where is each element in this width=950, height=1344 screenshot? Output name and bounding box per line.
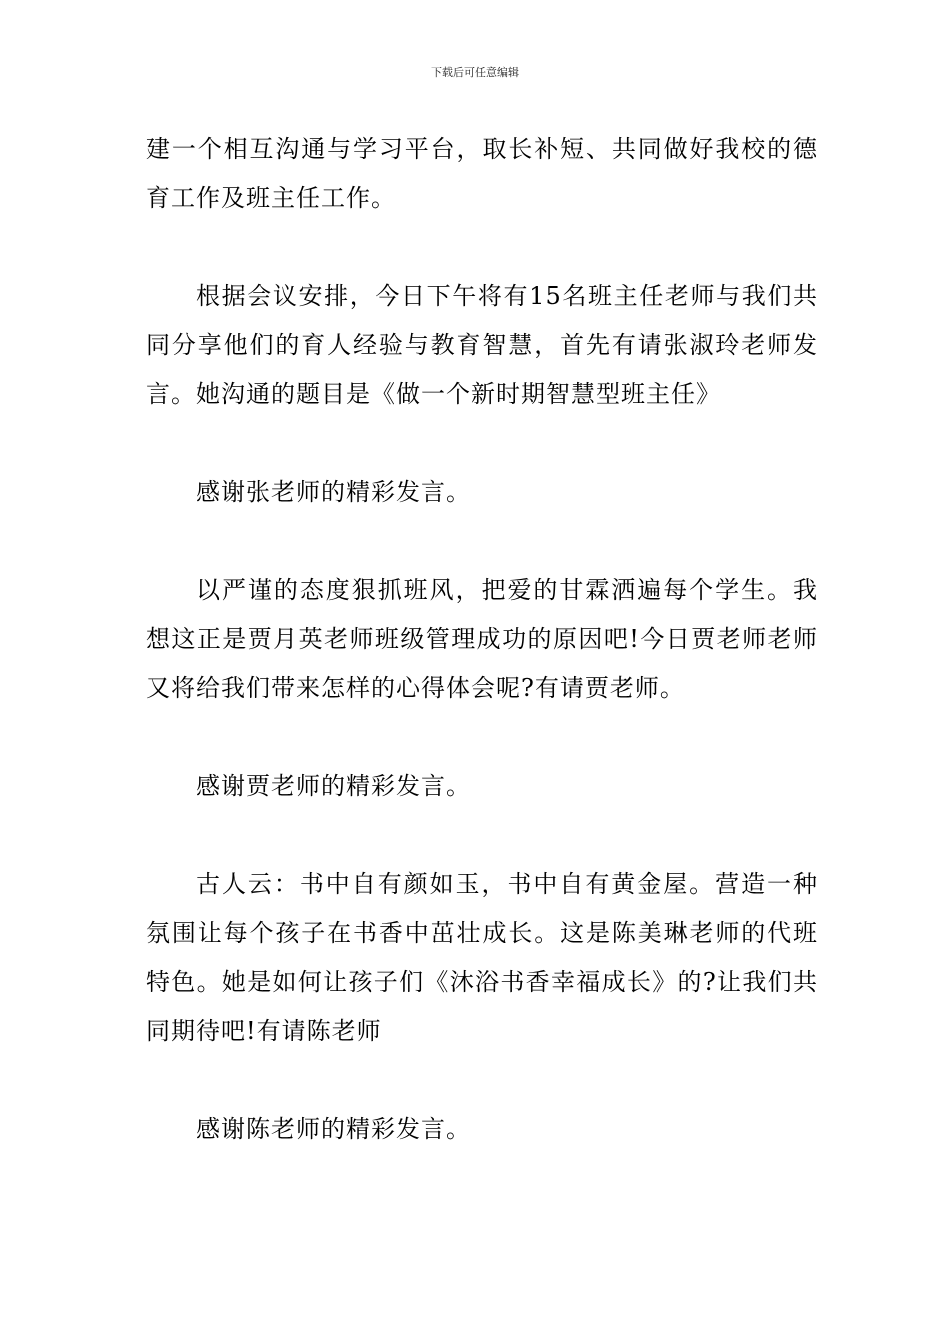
- paragraph-meeting-arrangement: 根据会议安排，今日下午将有15名班主任老师与我们共同分享他们的育人经验与教育智慧，首先有请张淑玲老师发言。她沟通的题目是《做一个新时期智慧型班主任》: [146, 282, 818, 408]
- paragraph-gap: [146, 1056, 818, 1105]
- paragraph-gap: [146, 811, 818, 860]
- paragraph-gap: [146, 517, 818, 566]
- paragraph-gap: [146, 223, 818, 272]
- paragraph-gap: [146, 419, 818, 468]
- paragraph-thanks-zhang: 感谢张老师的精彩发言。: [196, 478, 471, 506]
- paragraph-thanks-chen: 感谢陈老师的精彩发言。: [196, 1115, 471, 1143]
- document-body: [146, 125, 818, 1154]
- paragraph-intro-chen: 古人云：书中自有颜如玉，书中自有黄金屋。营造一种氛围让每个孩子在书香中茁壮成长。这是陈美琳老师的代班特色。她是如何让孩子们《沐浴书香幸福成长》的?让我们共同期待吧!有请陈老师: [146, 870, 818, 1045]
- paragraph-continuation: 建一个相互沟通与学习平台，取长补短、共同做好我校的德育工作及班主任工作。: [146, 135, 818, 212]
- page-header: 下载后可任意编辑: [431, 66, 519, 79]
- paragraph-gap: [146, 713, 818, 762]
- paragraph-intro-jia: 以严谨的态度狠抓班风，把爱的甘霖洒遍每个学生。我想这正是贾月英老师班级管理成功的原因吧!今日贾老师老师又将给我们带来怎样的心得体会呢?有请贾老师。: [146, 576, 818, 702]
- paragraph-thanks-jia: 感谢贾老师的精彩发言。: [196, 772, 471, 800]
